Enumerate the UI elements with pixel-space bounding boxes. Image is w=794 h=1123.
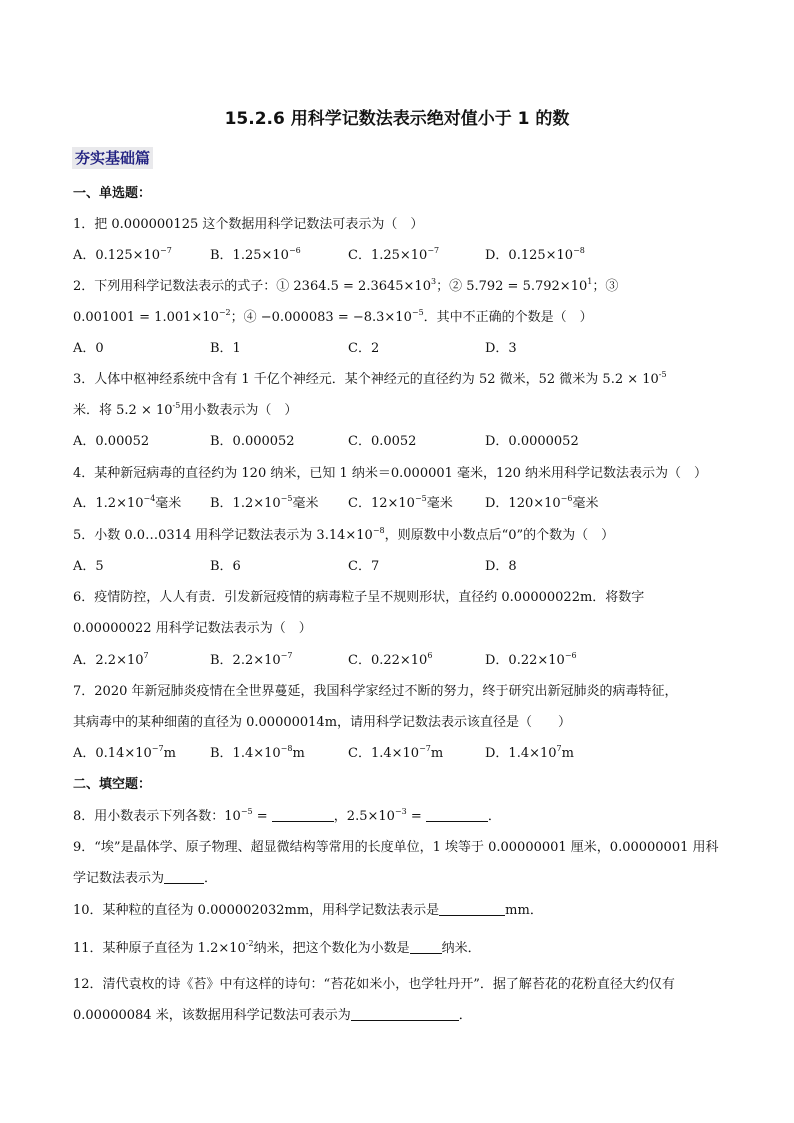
- q7-option-c: C．$1.4\times 10^{-7}m$: [348, 744, 444, 761]
- q10-blank[interactable]: [439, 902, 505, 916]
- q6-option-a: A．$2.2\times 10^7$: [73, 651, 149, 668]
- q1-option-d: D．$0.125\times 10^{-8}$: [485, 246, 585, 263]
- q3-option-c: C．0.0052: [348, 434, 417, 449]
- question-9-line-1: 9．“埃”是晶体学、原子物理、超显微结构等常用的长度单位，1 埃等于 0.00000001 厘米，0.00000001 用科: [73, 840, 719, 855]
- question-12-line-1: 12．清代袁枚的诗《苔》中有这样的诗句：“苔花如米小，也学牡丹开”．据了解苔花的花粉直径大约仅有: [73, 977, 675, 992]
- q5-option-a: A．5: [73, 559, 104, 574]
- question-3-stem-line-1: 3．人体中枢神经系统中含有 1 千亿个神经元．某个神经元的直径约为 52 微米，52 微米为 $5.2 \times 10^{-5}$: [73, 370, 667, 387]
- q12-blank[interactable]: [351, 1007, 459, 1021]
- q1-option-a: A．$0.125\times 10^{-7}$: [73, 246, 172, 263]
- question-10: 10．某种粒的直径为 0.000002032mm，用科学记数法表示是 mm．: [73, 903, 543, 918]
- q7-option-a: A．$0.14\times 10^{-7}m$: [73, 744, 176, 761]
- question-7-stem-line-2: 其病毒中的某种细菌的直径为 0.00000014m，请用科学记数法表示该直径是（ ）: [73, 715, 572, 730]
- question-8: 8．用小数表示下列各数：$10^{-5}$ = ，$2.5\times 10^{-3}$ = ．: [73, 807, 501, 824]
- q7-option-b: B．$1.4\times 10^{-8}m$: [210, 744, 305, 761]
- q6-option-d: D．$0.22\times 10^{-6}$: [485, 651, 577, 668]
- question-3-stem-line-2: 米．将 $5.2 \times 10^{-5}$用小数表示为（ ）: [73, 401, 298, 418]
- question-2-stem-line-1: 2．下列用科学记数法表示的式子：① $2364.5 = 2.3645\times 10^3$；② $5.792 = 5.792\times 10^1$；③: [73, 277, 619, 294]
- q1-option-c: C．$1.25\times 10^{-7}$: [348, 246, 440, 263]
- question-4-stem: 4．某种新冠病毒的直径约为 120 纳米，已知 1 纳米＝0.000001 毫米，120 纳米用科学记数法表示为（ ）: [73, 466, 707, 481]
- question-11: 11．某种原子直径为 $1.2\times 10^{-2}$纳米，把这个数化为小数是 纳米．: [73, 939, 481, 956]
- q1-option-b: B．$1.25\times 10^{-6}$: [210, 246, 301, 263]
- q5-option-b: B．6: [210, 559, 241, 574]
- q4-option-a: A．$1.2\times 10^{-4}$毫米: [73, 494, 182, 511]
- section-heading-single-choice: 一、单选题：: [73, 186, 152, 201]
- q5-option-c: C．7: [348, 559, 380, 574]
- q5-option-d: D．8: [485, 559, 517, 574]
- section-banner: 夯实基础篇: [72, 147, 153, 169]
- q6-option-c: C．$0.22\times 10^6$: [348, 651, 433, 668]
- question-6-stem-line-2: 0.00000022 用科学记数法表示为（ ）: [73, 621, 312, 636]
- question-7-stem-line-1: 7．2020 年新冠肺炎疫情在全世界蔓延，我国科学家经过不断的努力，终于研究出新冠肺炎的病毒特征，: [73, 684, 678, 699]
- question-5-stem: 5．小数 0.0…0314 用科学记数法表示为 $3.14\times 10^{-8}$，则原数中小数点后“0”的个数为（ ）: [73, 526, 615, 543]
- q4-option-b: B．$1.2\times 10^{-5}$毫米: [210, 494, 319, 511]
- q4-option-d: D．$120\times 10^{-6}$毫米: [485, 494, 599, 511]
- q3-option-a: A．0.00052: [73, 434, 150, 449]
- q11-blank[interactable]: [410, 940, 442, 954]
- question-1-stem: 1．把 0.000000125 这个数据用科学记数法可表示为（ ）: [73, 217, 424, 232]
- q3-option-b: B．0.000052: [210, 434, 295, 449]
- q7-option-d: D．$1.4\times 10^7m$: [485, 744, 574, 761]
- question-2-stem-line-2: $0.001001 = 1.001\times 10^{-2}$；④ $-0.000083 = -8.3\times 10^{-5}$．其中不正确的个数是（ ）: [73, 308, 593, 325]
- q4-option-c: C．$12\times 10^{-5}$毫米: [348, 494, 453, 511]
- question-6-stem-line-1: 6．疫情防控，人人有责．引发新冠疫情的病毒粒子呈不规则形状，直径约 0.00000022m．将数字: [73, 590, 645, 605]
- page-title: 15.2.6 用科学记数法表示绝对值小于 1 的数: [224, 109, 570, 129]
- question-9-line-2: 学记数法表示为 ．: [73, 871, 218, 886]
- q3-option-d: D．0.0000052: [485, 434, 579, 449]
- q8-blank-1[interactable]: [272, 808, 334, 822]
- q9-blank[interactable]: [164, 870, 204, 884]
- q2-option-d: D．3: [485, 341, 517, 356]
- question-12-line-2: 0.00000084 米，该数据用科学记数法可表示为 ．: [73, 1008, 472, 1023]
- q2-option-a: A．0: [73, 341, 104, 356]
- section-heading-fill-in: 二、填空题：: [73, 777, 152, 792]
- q6-option-b: B．$2.2\times 10^{-7}$: [210, 651, 293, 668]
- q2-option-b: B．1: [210, 341, 241, 356]
- q8-blank-2[interactable]: [426, 808, 488, 822]
- q2-option-c: C．2: [348, 341, 380, 356]
